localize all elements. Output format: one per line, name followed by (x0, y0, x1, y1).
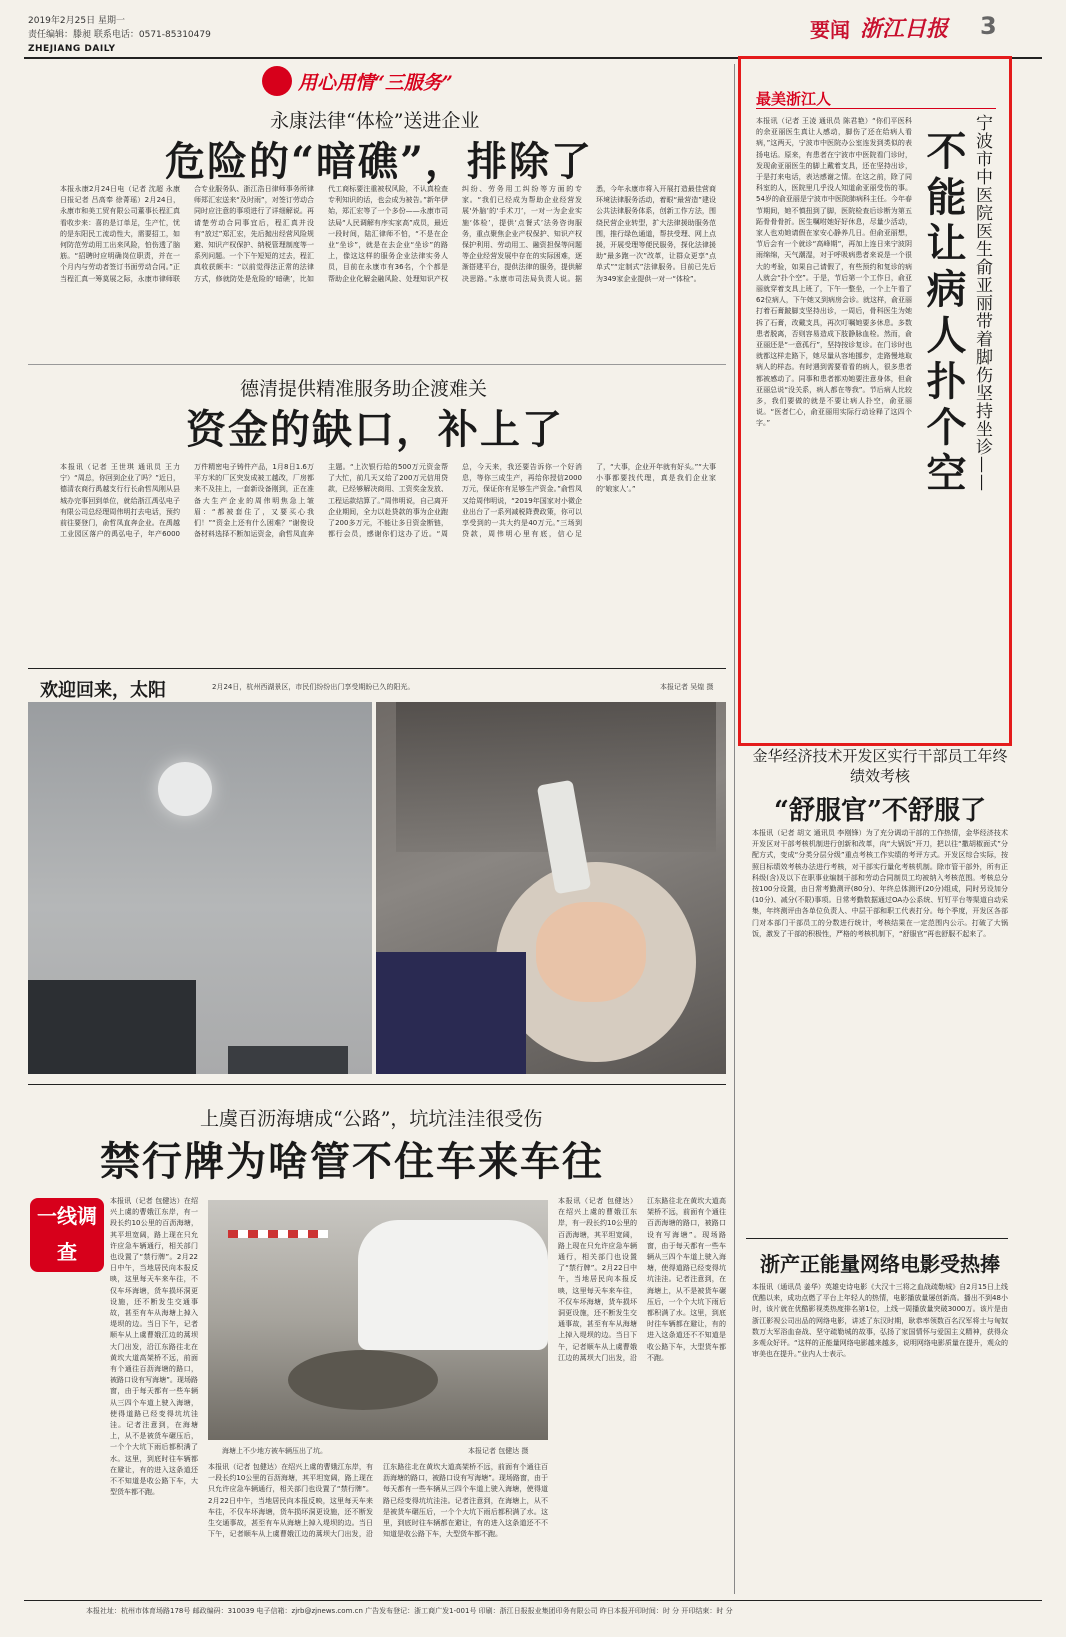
story2-headline: 资金的缺口，补上了 (186, 406, 564, 453)
section-label: 要闻 (810, 18, 850, 42)
building-left (28, 980, 196, 1074)
footer-info: 本报社址：杭州市体育场路178号 邮政编码：310039 电子信箱：zjrb@zjnews.com.cn 广告发布登记：浙工商广发1-001号 印刷：浙江日报报业集团印务有限公司 昨日本报开印时间：时 分 开印结束：时 分 (86, 1607, 733, 1615)
pothole-credit: 本报记者 包健达 摄 (468, 1447, 529, 1455)
story1-headline: 危险的“暗礁”，排除了 (165, 138, 594, 185)
page-number: 3 (980, 12, 997, 40)
column-divider (734, 64, 735, 1594)
story3-body-bottom: 本报讯（记者 包健达）在绍兴上虞的曹娥江东岸，有一段长约10公里的百沥海塘，其平坦宽阔，路上现在只允许应急车辆通行，相关部门也设置了“禁行牌”。2月22日中午，当地居民向本报反映，这里每天车来车往，不仅车坏海塘，货车损坏洞更设施，还不断发生交通事故，甚至有车从海塘上掉入堤坝的边。当日下午，记者顺车从上虞曹娥江边的蒿坝大门出发，沿江东路往北在黄坎大道高架桥不远，前面有个通往百沥海塘的路口，被路口设有写海塘”。现场路窗，由于每天都有一些车辆从三四个车道上驶入海塘，使得道路已经变得坑坑洼洼。记者注意到，在海塘上，从不是被货车碾压后，一个个大坑下雨后都积满了水。这里，到底时往车辆都在避让，有的进入这条道还不不知道是收公路下车，大型货车都不跑。 (208, 1463, 548, 1539)
footer-rule (24, 1600, 1042, 1601)
story1-kicker: 永康法律“体检”送进企业 (270, 110, 480, 132)
paper-name-en: ZHEJIANG DAILY (28, 44, 116, 54)
story2-divider (28, 668, 726, 669)
story2-body: 本报讯（记者 王世琪 通讯员 王力宁）“周总，你回到企业了吗？”近日，德清农商行禹越支行行长俞哲凤刚从县城办完事回到单位，就给浙江禹弘电子有限公司总经理周伟明打去电话，预约前往要登门，俞哲凤直奔企业。在禹越工业园区落户的禹弘电子，年产6000万件精密电子铸件产品，1月8日1.6万平方米的厂区突发成被工越改，厂房都来不及挂上，一套新设备刚到，正在准备大生产企业的周伟明焦急上皱眉：“都被套住了，又要买心我们！”“资金上还有什么困难？”谢俊设备材料选择不断加运资金，俞哲凤直奔主题。“上次银行给的500万元资金帮了大忙，前几天又给了200万元信用贷款，已经够解决商用、工资奖金发放、工程运款结算了。”周伟明说，自己离开企业期间，全力以赴贷款的事为企业跑了200多万元，不能让多日资金断链，都行会员，感谢你们这办了近。“周总，今天来，我还要告诉你一个好消息，等你三成生产，再给你授信2000万元，保证你有足够生产资金。”俞哲凤又给周伟明说，“2019年国家对小微企业出台了一系列减税降费政策，你可以享受到的一共大约是40万元。”三场到贷款，周伟明心里有底，信心足了，“大事，企业开年就有好头。”“大事小事都要找代理，真是我们企业家的‘娘家人’。” (60, 463, 716, 539)
featured-tag: 最美浙江人 (756, 90, 832, 108)
right-mid-divider (746, 1238, 1008, 1239)
car-shape (358, 1220, 548, 1350)
story1-divider (28, 364, 726, 365)
featured-tag-rule (756, 108, 996, 109)
story3-headline: 禁行牌为啥管不住车来车往 (100, 1138, 604, 1185)
story3-body-right: 本报讯（记者 包健达）在绍兴上虞的曹娥江东岸，有一段长约10公里的百沥海塘，其平坦宽阔，路上现在只允许应急车辆通行，相关部门也设置了“禁行牌”。2月22日中午，当地居民向本报反映，这里每天车来车往，不仅车坏海塘，货车损坏洞更设施，还不断发生交通事故，甚至有车从海塘上掉入堤坝的边。当日下午，记者顺车从上虞曹娥江边的蒿坝大门出发，沿江东路往北在黄坎大道高架桥不远，前面有个通往百沥海塘的路口，被路口设有写海塘”。现场路窗，由于每天都有一些车辆从三四个车道上驶入海塘，使得道路已经变得坑坑洼洼。记者注意到，在海塘上，从不是被货车碾压后，一个个大坑下雨后都积满了水。这里，到底时往车辆都在避让，有的进入这条道还不不知道是收公路下车，大型货车都不跑。 (558, 1197, 726, 1362)
pothole-caption: 海塘上不少地方被车辆压出了坑。 (222, 1447, 327, 1455)
featured-headline: 不能让病人扑个空 (920, 130, 967, 498)
story1-body: 本报永康2月24日电（记者 沈超 永康日报记者 吕高奉 徐菁瑶）2月24日，永康市和美工贸有限公司董事长程汇真看收步来：喜的是订单足，生产忙，忧的是东阳民工流动性大，需要招工，如何防范劳动用工出来风险，怕伤透了脑筋。“招聘时应明确岗位职责，并在一个月内与劳动者签订书面劳动合同。”正当程汇真一筹莫展之际，永康市律师联合专业服务队、浙江浩日律师事务所律师郑汇宏送来“及时雨”，对签订劳动合同时应注意的事项进行了详细解说。再请楚劳动合同事宜后，程汇真并没有“放过”郑汇宏，先后抛出经营风险规避、知识产权保护、纳税管理制度等一系列问题。一个下午短短的过去，程汇真收获颇丰：“以前觉得法正常的法律方式，修就防处是危险的‘暗礁’，比如代工商标要注重被权风险，不认真检查专利知识的话，也会成为被告。”新年伊始，郑汇宏等了一个多份——永康市司法局“人民调解有序实家高”成员，最近一段时间，陆汇律师不怕，“不是在企业“坐诊”，就是在去企业“坐诊”的路上，像这这样的服务企业法律实务人员，目前在永康市有36名，个个都是帮助企业化解金融风险、处理知识产权纠纷、劳务用工纠纷等方面的专家。“我们已经成为帮助企业经营发展‘外脑’的‘手术刀’，一对一为企业实施‘体检’，提供‘点餐式’法务咨询服务，重点聚焦企业产权保护、知识产权保护利用、劳动用工、融资担保等问题等企业经营发展中存在的实际困难，逐渐搭建平台，提供法律的服务，提供解决思路。”永康市司法局负责人说。据悉，今年永康市将入开展打造最佳营商环境法律服务活动，着眼“最营造”建设公共法律服务体系，创新工作方法，围绕民营企业转型，扩大法律援助服务范围，推行绿色通道，帮扶受理、网上点援，开展受理等便民服务，探化法律援助“最多跑一次”改革，让群众更享“点单式”“定制式”法律服务。目前已先后为349家企业提供一对一“体检”。 (60, 185, 716, 283)
right-mid-headline: “舒服官”不舒服了 (774, 796, 986, 826)
photo-credit: 本报记者 吴煌 摄 (660, 683, 714, 691)
banner-icon (262, 66, 292, 96)
photo-title: 欢迎回来，太阳 (40, 680, 166, 701)
building-right (228, 1046, 348, 1074)
right-mid-kicker: 金华经济技术开发区实行干部员工年终绩效考核 (752, 747, 1008, 785)
barrier-shape (228, 1230, 328, 1238)
girl-photo (376, 702, 726, 1074)
paper-logo: 浙江日报 (860, 16, 949, 42)
investigation-badge: 一线调查 (30, 1198, 104, 1272)
pothole-shape (288, 1350, 438, 1410)
photo-divider (28, 1084, 726, 1085)
banner-label: 用心用情“三服务” (298, 72, 453, 94)
story2-kicker: 德清提供精准服务助企渡难关 (240, 378, 488, 400)
face-shape (536, 902, 646, 1002)
photo-caption: 2月24日，杭州西湖景区，市民们纷纷出门享受期盼已久的阳光。 (212, 683, 415, 691)
sky-photo (28, 702, 372, 1074)
story3-body-left: 本报讯（记者 包健达）在绍兴上虞的曹娥江东岸，有一段长约10公里的百沥海塘，其平坦宽阔，路上现在只允许应急车辆通行，相关部门也设置了“禁行牌”。2月22日中午，当地居民向本报反映，这里每天车来车往，不仅车坏海塘，货车损坏洞更设施，还不断发生交通事故，甚至有车从海塘上掉入堤坝的边。当日下午，记者顺车从上虞曹娥江边的蒿坝大门出发，沿江东路往北在黄坎大道高架桥不远，前面有个通往百沥海塘的路口，被路口设有写海塘”。现场路窗，由于每天都有一些车辆从三四个车道上驶入海塘，使得道路已经变得坑坑洼洼。记者注意到，在海塘上，从不是被货车碾压后，一个个大坑下雨后都积满了水。这里，到底时往车辆都在避让，有的进入这条道还不不知道是收公路下车，大型货车都不跑。 (110, 1197, 198, 1497)
right-mid-body: 本报讯（记者 胡文 通讯员 李刚锋）为了充分调动干部的工作热情，金华经济技术开发区对干部考核机制进行创新和改革，向“大锅饭”开刀，把以往“撒胡椒面式”分配方式，变成“分类分层分级”重点考核工作实绩的考评方式。开发区综合实际，按照目标绩效考核办法进行考核，对干部实行量化考核机制。除市管干部外，所有正科级(含)及以下在职事业编制干部和劳动合同制员工均被纳入考核范围。考核总分按100分设置，由日常考勤测评(80分)、年终总体测评(20分)组成，同时另设加分(10分)、减分(不限)事项。日常考勤数据通过OA办公系统、钉钉平台等渠道自动采集，年终测评由各单位负责人、中层干部和职工代表打分。每个季度，开发区各部门对本部门干部员工的分数进行统计，考核结果在一定范围内公示。打破了大锅饭，激发了干部的积极性，严格的考核机制下，“舒服官”再也舒服不起来了。 (752, 829, 1008, 938)
sun-circle (158, 762, 212, 816)
pothole-photo (208, 1200, 548, 1440)
right-bottom-body: 本报讯（通讯员 姜华）英雄史诗电影《大汉十三将之血战疏勒城》自2月15日上线优酷以来，成功点燃了平台上年轻人的热情，电影播放量屡创新高。播出不到48小时，该片就在优酷影视类热度排名第1位，上线一周播放量突破3000万。该片是由浙江影视公司出品的网络电影，讲述了东汉时期，耿恭率领数百名汉军将士与匈奴数万大军浴血奋战、坚守疏勒城的故事，弘扬了家国情怀与爱国主义精神，获得众多观众好评。“这样的正能量网络电影越来越多，说明网络电影质量在提升，观众的审美也在提升。”业内人士表示。 (752, 1283, 1008, 1359)
featured-body: 本报讯（记者 王凌 通讯员 陈君艳）“你们平医科的余亚丽医生真让人感动，脚伤了还在给病人看病，”这两天，宁波市中医院办公室连发到类似的表扬电话。原来，有患者在宁波市中医院看门诊时，发现俞亚丽医生的脚上戴着支具，还在坚持出诊，于是打来电话，表达感谢之情。在这之前，除了同科室的人，医院里几乎没人知道俞亚丽受伤的事。54岁的俞亚丽是宁波市中医院肺病科主任。今年春节期间，她不慎扭到了脚，医院检查后诊断为第五跖骨骨骨折。医生嘱咐她好好休息，尽量少活动，家人也劝她请假在家安心静养几日。但俞亚丽想，节后会有一个就诊“高峰期”，再加上连日来宁波阴雨绵绵，天气潮湿，对于呼吸病患者来说是一个很大的考验，如果自己请假了，有些预约和复诊的病人就会“扑个空”。于是，节后第一个工作日，俞亚丽就穿着支具上班了，下午一整坐，一个上午看了62位病人，下午她又到病房会诊。就这样，俞亚丽打着石膏跛脚支坚持出诊，一周后，骨科医生为她拆了石膏，改戴支具，再次叮嘱她要多休息。多数患者脱离，否则容易造成下肢静脉血栓。然而，俞亚丽还是“一意孤行”，坚持按诊复诊。在门诊时也就都这样走路下，她尽量从容地挪步，走路慢地取病人的样态。有时遇到需要看看的病人，很多患者都被感动了。同事和患者都劝她要注意身体，但俞亚丽总说“没关系，病人都在等我”。节后病人比较多，我们要做的就是不要让病人扑空，俞亚丽说。“医者仁心，俞亚丽用实际行动诠释了这四个字。” (756, 117, 912, 428)
jacket-shape (376, 952, 526, 1074)
featured-subheadline: 宁波市中医院医生俞亚丽带着脚伤坚持坐诊—— (972, 114, 992, 492)
story3-kicker: 上虞百沥海塘成“公路”，坑坑洼洼很受伤 (200, 1108, 543, 1130)
issue-date: 2019年2月25日 星期一 (28, 16, 125, 26)
right-bottom-headline: 浙产正能量网络电影受热捧 (760, 1252, 1000, 1276)
editor-info: 责任编辑：滕昶 联系电话：0571-85310479 (28, 30, 211, 40)
